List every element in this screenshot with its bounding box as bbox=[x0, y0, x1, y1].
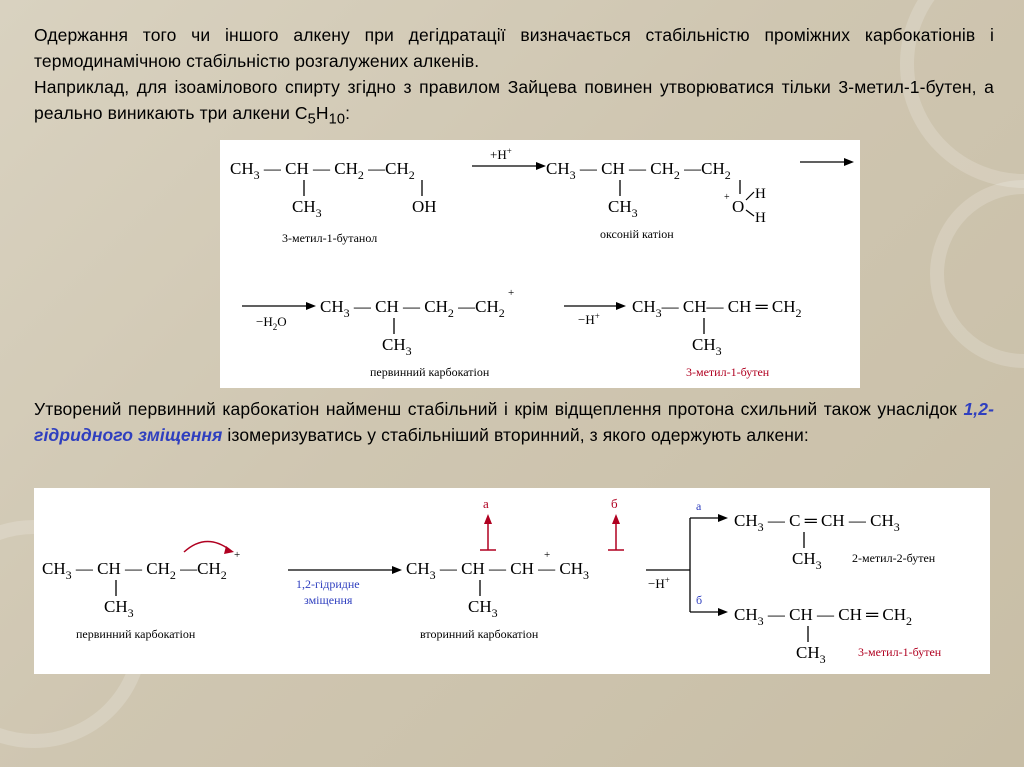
svg-text:+: + bbox=[508, 287, 515, 299]
svg-text:CH3 — CH — CH2 —CH2: $CH_3$ — CH — $CH_2$ $—CH_2$ bbox=[320, 297, 505, 320]
svg-text:CH3: $CH_3$ bbox=[104, 597, 134, 620]
scheme-2-diagram bbox=[34, 488, 990, 674]
svg-text:−H+: −H+ bbox=[648, 575, 670, 591]
label-a-marker: а bbox=[483, 496, 489, 511]
colon: : bbox=[345, 103, 351, 123]
caption-shift-2: зміщення bbox=[304, 593, 353, 607]
caption-product: 3-метил-1-бутен bbox=[686, 365, 770, 379]
intro-line-1: Одержання того чи іншого алкену при дегідратації визначається стабільністю проміжних карбокатіонів і термодинамічною стабільністю розгалужених алкенів. bbox=[34, 25, 994, 71]
intro-line-2: Наприклад, для ізоамілового спирту згідно з правилом Зайцева повинен утворюватися тільки 3-метил-1-бутен, а реально виникають три алкени C bbox=[34, 77, 994, 123]
second-paragraph-text: Утворений первинний карбокатіон найменш стабільний і крім відщеплення протона схильний також унаслідок bbox=[34, 399, 964, 419]
svg-text:CH3 — CH — CH2 —CH2: $CH_3$ — CH — $CH_2$ $—CH_2$ bbox=[546, 159, 731, 182]
svg-text:H: H bbox=[755, 210, 766, 226]
background-swirl bbox=[930, 180, 1024, 368]
svg-text:−H2O: $-H_2O$ bbox=[256, 314, 287, 332]
caption-primary-2: первинний карбокатіон bbox=[76, 627, 196, 641]
second-paragraph-end: ізомеризуватись у стабільніший вторинний, з якого одержують алкени: bbox=[222, 425, 809, 445]
caption-primary: первинний карбокатіон bbox=[370, 365, 490, 379]
scheme-1-diagram bbox=[220, 140, 860, 388]
svg-text:CH3 — CH — CH2 —CH2: $CH_3$ — CH — $CH_2$ $—CH_2$ bbox=[42, 559, 227, 582]
svg-text:OH: OH bbox=[412, 197, 437, 216]
product-b-name: 3-метил-1-бутен bbox=[858, 645, 942, 659]
svg-text:+: + bbox=[234, 549, 241, 561]
svg-text:CH3 — C ═ CH — CH3: $CH_3$ — C ═ CH — $CH_3$ bbox=[734, 511, 900, 534]
label-b-marker: б bbox=[611, 496, 618, 511]
scheme-2-panel bbox=[34, 488, 990, 674]
caption-butanol: 3-метил-1-бутанол bbox=[282, 231, 378, 245]
formula-h: H bbox=[315, 103, 329, 123]
svg-text:CH3 — CH — CH ═ CH2: $CH_3$ — CH — CH ═ $CH_2$ bbox=[734, 605, 913, 628]
svg-text:CH3: $CH_3$ bbox=[292, 197, 322, 220]
branch-b-label: б bbox=[696, 593, 703, 607]
formula-subscript: 10 bbox=[328, 111, 346, 128]
second-paragraph bbox=[34, 396, 994, 448]
branch-a-label: а bbox=[696, 499, 702, 513]
formula-subscript: 5 bbox=[307, 111, 316, 128]
svg-text:CH3: $CH_3$ bbox=[796, 643, 826, 666]
caption-shift-1: 1,2-гідридне bbox=[296, 577, 360, 591]
scheme-1-panel bbox=[220, 140, 860, 388]
svg-text:O: O bbox=[732, 197, 745, 216]
caption-oxonium: оксоній катіон bbox=[600, 227, 674, 241]
svg-text:+: + bbox=[544, 549, 551, 561]
caption-secondary: вторинний карбокатіон bbox=[420, 627, 539, 641]
svg-text:CH3: $CH_3$ bbox=[608, 197, 638, 220]
svg-text:+H+: +H+ bbox=[490, 146, 512, 162]
product-a-name: 2-метил-2-бутен bbox=[852, 551, 936, 565]
svg-text:H: H bbox=[755, 186, 766, 202]
svg-text:+: + bbox=[724, 192, 730, 203]
svg-text:−H+: −H+ bbox=[578, 311, 600, 327]
svg-text:CH3: $CH_3$ bbox=[692, 335, 722, 358]
svg-text:CH3 — CH — CH2 —CH2: $CH_3$ — CH — $CH_2$ $—CH_2$ bbox=[230, 159, 415, 182]
svg-text:CH3— CH— CH ═ CH2: $CH_3—$ CH— CH ═ $CH_2$ bbox=[632, 297, 802, 320]
svg-text:CH3: $CH_3$ bbox=[382, 335, 412, 358]
svg-text:CH3: $CH_3$ bbox=[792, 549, 822, 572]
svg-text:CH3: $CH_3$ bbox=[468, 597, 498, 620]
svg-text:CH3 — CH — CH — CH3: $CH_3$ — CH — CH — $CH_3$ bbox=[406, 559, 589, 582]
hydride-shift-term: 1,2-гідридного зміщення bbox=[34, 399, 994, 445]
intro-paragraph bbox=[34, 22, 994, 133]
